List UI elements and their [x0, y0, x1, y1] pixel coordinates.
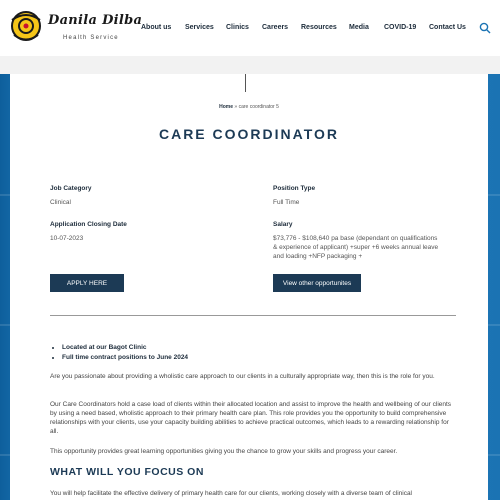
- nav-item-covid-19[interactable]: COVID-19: [384, 24, 417, 31]
- page-title: CARE COORDINATOR: [158, 126, 340, 142]
- breadcrumb-separator: »: [233, 104, 239, 110]
- nav-item-careers[interactable]: Careers: [262, 24, 289, 31]
- highlights-list: [62, 344, 188, 364]
- nav-item-media[interactable]: Media: [349, 24, 369, 31]
- description-paragraph: Our Care Coordinators hold a case load of clients within their allocated location and assist to improve the health and wellbeing of our clients by using a need based, wholistic approach to their primary health care plan. This role provides you the opportunity to build comprehensive relationships with your clients, use your capacity building abilities to achieve practical outcomes, which leads to a rewarding relationship for all.: [50, 401, 452, 435]
- breadcrumb-home-link[interactable]: Home: [219, 104, 234, 110]
- brand-subtitle: Health Service: [63, 35, 119, 41]
- position-type-label: Position Type: [273, 185, 316, 192]
- brand-name: Danila Dilba: [48, 13, 143, 28]
- divider-line: [245, 74, 246, 92]
- apply-here-button[interactable]: APPLY HERE: [50, 274, 124, 292]
- view-other-opportunities-button[interactable]: View other opportunites: [273, 274, 361, 292]
- position-type-value: Full Time: [273, 199, 300, 206]
- opportunity-paragraph: This opportunity provides great learning opportunities giving you the chance to grow your skills and progress your career.: [50, 448, 398, 455]
- closing-date-value: 10-07-2023: [50, 235, 84, 242]
- job-category-label: Job Category: [50, 185, 92, 192]
- site-header: [0, 0, 500, 56]
- job-card: [10, 74, 488, 500]
- job-category-value: Clinical: [50, 199, 71, 206]
- nav-item-about-us[interactable]: About us: [141, 24, 172, 31]
- search-icon[interactable]: [479, 22, 491, 34]
- nav-item-services[interactable]: Services: [185, 24, 214, 31]
- main-nav: [0, 24, 500, 36]
- focus-paragraph: You will help facilitate the effective delivery of primary health care for our clients, working closely with a diverse team of clinical: [50, 490, 413, 497]
- page-background-top: [0, 56, 500, 74]
- list-item: • Located at our Bagot Clinic: [62, 344, 188, 351]
- breadcrumb-current: care coordinator 5: [238, 104, 279, 110]
- salary-label: Salary: [273, 221, 293, 228]
- salary-value: $73,776 - $108,640 pa base (dependant on qualifications & experience of applicant) +super +6 weeks annual leave and loading +NFP packaging +: [273, 235, 439, 260]
- breadcrumb: [10, 104, 488, 110]
- closing-date-label: Application Closing Date: [50, 221, 127, 228]
- list-item: • Full time contract positions to June 2024: [62, 354, 188, 361]
- nav-item-clinics[interactable]: Clinics: [226, 24, 249, 31]
- section-divider: [50, 315, 456, 316]
- focus-section-heading: WHAT WILL YOU FOCUS ON: [50, 466, 204, 478]
- nav-item-resources[interactable]: Resources: [301, 24, 337, 31]
- intro-paragraph: Are you passionate about providing a wholistic care approach to our clients in a culturally appropriate way, then this is the role for you.: [50, 373, 435, 380]
- nav-item-contact-us[interactable]: Contact Us: [429, 24, 466, 31]
